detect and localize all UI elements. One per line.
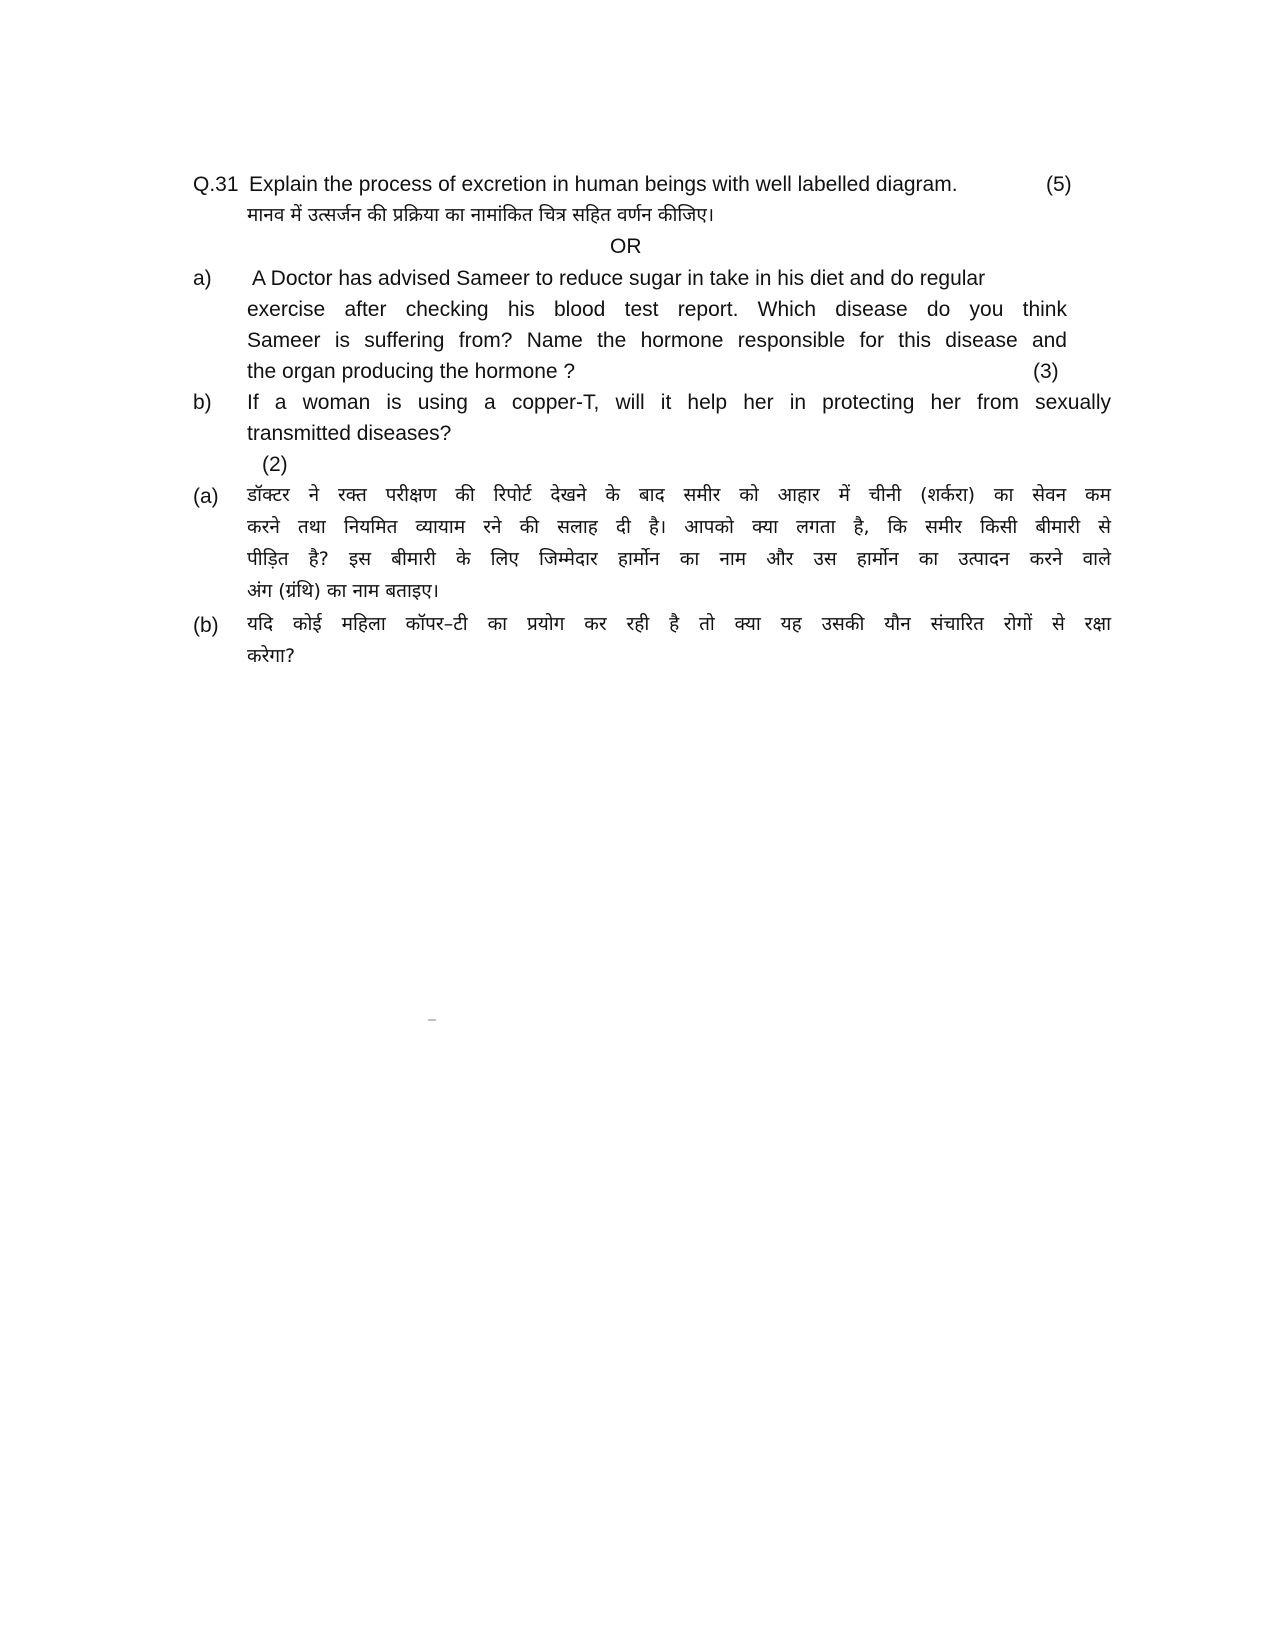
part-a-hindi-line-2: करने तथा नियमित व्यायाम रने की सलाह दी है। आपको क्या लगता है, कि समीर किसी बीमारी से: [247, 516, 1111, 538]
question-text-english: Explain the process of excretion in human beings with well labelled diagram.: [249, 173, 958, 196]
part-a-line-3: Sameer is suffering from? Name the hormone responsible for this disease and: [247, 329, 1067, 352]
part-b-label: b): [193, 391, 212, 414]
part-a-line-1: A Doctor has advised Sameer to reduce sugar in take in his diet and do regular: [252, 267, 986, 290]
part-b-hindi-label: (b): [193, 614, 219, 637]
scan-speck: [428, 1019, 436, 1021]
part-a-line-4: the organ producing the hormone ?: [247, 360, 576, 383]
part-a-hindi-label: (a): [193, 485, 219, 508]
part-b-line-2: transmitted diseases?: [247, 422, 452, 445]
part-b-marks: (2): [262, 453, 288, 476]
part-a-hindi-line-1: डॉक्टर ने रक्त परीक्षण की रिपोर्ट देखने के बाद समीर को आहार में चीनी (शर्करा) का सेवन कम: [247, 484, 1111, 506]
question-number: Q.31: [193, 173, 239, 196]
part-a-hindi-line-3: पीड़ित है? इस बीमारी के लिए जिम्मेदार हार्मोन का नाम और उस हार्मोन का उत्पादन करने वाले: [247, 548, 1111, 570]
part-a-hindi-line-4: अंग (ग्रंथि) का नाम बताइए।: [247, 580, 439, 602]
or-separator: OR: [610, 235, 642, 258]
part-b-hindi-line-2: करेगा?: [247, 645, 296, 667]
part-b-line-1: If a woman is using a copper-T, will it help her in protecting her from sexually: [247, 391, 1111, 414]
part-b-hindi-line-1: यदि कोई महिला कॉपर–टी का प्रयोग कर रही है तो क्या यह उसकी यौन संचारित रोगों से रक्षा: [247, 613, 1111, 635]
part-a-line-2: exercise after checking his blood test report. Which disease do you think: [247, 298, 1067, 321]
question-marks: (5): [1046, 173, 1072, 196]
question-text-hindi: मानव में उत्सर्जन की प्रक्रिया का नामांकित चित्र सहित वर्णन कीजिए।: [247, 204, 715, 226]
part-a-label: a): [193, 267, 212, 290]
part-a-marks: (3): [1033, 360, 1059, 383]
